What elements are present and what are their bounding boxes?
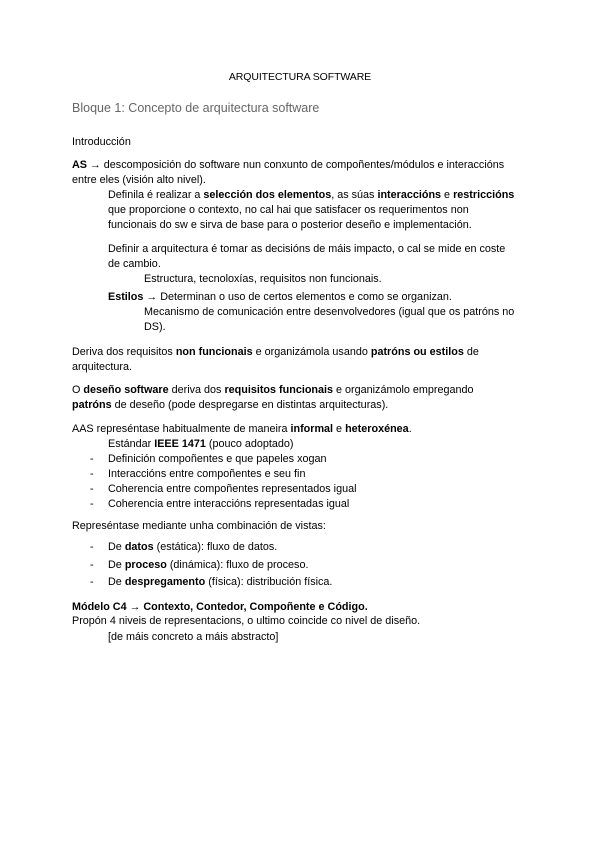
dash-bullet: - — [90, 541, 94, 553]
design-text: e organizámolo empregando — [333, 384, 474, 396]
design-bold: patróns — [72, 399, 112, 411]
list-item-text: Interaccións entre compoñentes e seu fin — [108, 468, 306, 480]
std-text: (pouco adoptado) — [205, 438, 294, 450]
def-text: , as súas — [331, 189, 378, 201]
aas-text: e — [333, 423, 346, 435]
c4-text: Propón 4 niveis de representacions, o ultimo coincide co nivel de diseño. — [72, 615, 421, 627]
list-item-text: Coherencia entre interaccións representadas igual — [108, 498, 350, 510]
design-line-1 — [72, 383, 532, 398]
aas-bold: heteroxénea — [345, 423, 409, 435]
view-pre: De — [108, 541, 125, 553]
design-text: de deseño (pode despregarse en distintas arquitecturas). — [111, 399, 389, 411]
def-text: e — [441, 189, 454, 201]
aas-bold: informal — [290, 423, 334, 435]
architecture-line-2: de cambio. — [108, 258, 161, 270]
as-definition-line-1 — [72, 158, 532, 173]
deriva-bold: non funcionais — [175, 346, 253, 358]
as-term: AS — [72, 159, 87, 171]
definition-line-3: funcionais do sw e sirva de base para o posterior deseño e implementación. — [108, 219, 472, 231]
view-term: proceso — [124, 559, 167, 571]
design-line-2 — [72, 398, 532, 413]
c4-sub: [de máis concreto a máis abstracto] — [108, 631, 279, 643]
section-heading: Bloque 1: Concepto de arquitectura software — [72, 101, 320, 115]
view-item-text — [108, 540, 528, 555]
deriva-text: e organizámola usando — [252, 346, 371, 358]
design-text: O — [72, 384, 84, 396]
deriva-line-2: arquitectura. — [72, 361, 133, 373]
dash-bullet: - — [90, 483, 94, 495]
aas-line — [72, 422, 532, 437]
c4-title-text: Módelo C4 → Contexto, Contedor, Compoñente e Código. — [72, 601, 368, 613]
dash-bullet: - — [90, 498, 94, 510]
definition-line-1 — [108, 188, 528, 203]
view-item-text — [108, 575, 528, 590]
aas-text: AAS represéntase habitualmente de maneira — [72, 423, 291, 435]
std-bold: IEEE 1471 — [154, 438, 206, 450]
dash-bullet: - — [90, 453, 94, 465]
deriva-bold: patróns ou estilos — [370, 346, 464, 358]
dash-bullet: - — [90, 468, 94, 480]
styles-line — [108, 290, 528, 305]
dash-bullet: - — [90, 559, 94, 571]
design-bold: requisitos funcionais — [224, 384, 334, 396]
styles-sub-line-2: DS). — [144, 321, 166, 333]
std-text: Estándar — [108, 438, 155, 450]
as-definition-line-2: entre eles (visión alto nivel). — [72, 174, 206, 186]
view-post: (física): distribución física. — [205, 576, 333, 588]
def-bold: interaccións — [377, 189, 442, 201]
views-intro: Represéntase mediante unha combinación de vistas: — [72, 520, 326, 532]
def-bold: selección dos elementos — [203, 189, 332, 201]
design-bold: deseño software — [83, 384, 169, 396]
view-term: despregamento — [124, 576, 206, 588]
view-pre: De — [108, 559, 125, 571]
deriva-text: de — [463, 346, 479, 358]
def-text: Definila é realizar a — [108, 189, 204, 201]
deriva-line-1 — [72, 345, 532, 360]
c4-title — [72, 600, 532, 615]
aas-text: . — [408, 423, 412, 435]
view-pre: De — [108, 576, 125, 588]
design-text: deriva dos — [168, 384, 225, 396]
view-post: (dinámica): fluxo de proceso. — [166, 559, 309, 571]
view-item-text — [108, 558, 528, 573]
styles-term: Estilos — [108, 291, 144, 303]
list-item-text: Definición compoñentes e que papeles xogan — [108, 453, 327, 465]
architecture-sub: Estructura, tecnoloxías, requisitos non funcionais. — [144, 273, 382, 285]
list-item-text: Coherencia entre compoñentes representados igual — [108, 483, 357, 495]
definition-line-2: que proporcione o contexto, no cal hai que satisfacer os requerimentos non — [108, 204, 469, 216]
standard-line — [108, 437, 528, 452]
styles-text: → Determinan o uso de certos elementos e como se organizan. — [143, 291, 452, 303]
view-post: (estática): fluxo de datos. — [153, 541, 278, 553]
deriva-text: Deriva dos requisitos — [72, 346, 176, 358]
as-text: → descomposición do software nun conxunto de compoñentes/módulos e interaccións — [87, 159, 505, 171]
dash-bullet: - — [90, 576, 94, 588]
intro-label: Introducción — [72, 136, 131, 148]
def-bold: restriccións — [453, 189, 515, 201]
view-term: datos — [124, 541, 154, 553]
styles-sub-line-1: Mecanismo de comunicación entre desenvolvedores (igual que os patróns no — [144, 306, 515, 318]
document-title: ARQUITECTURA SOFTWARE — [228, 71, 372, 83]
architecture-line-1: Definir a arquitectura é tomar as decisións de máis impacto, o cal se mide en coste — [108, 243, 506, 255]
